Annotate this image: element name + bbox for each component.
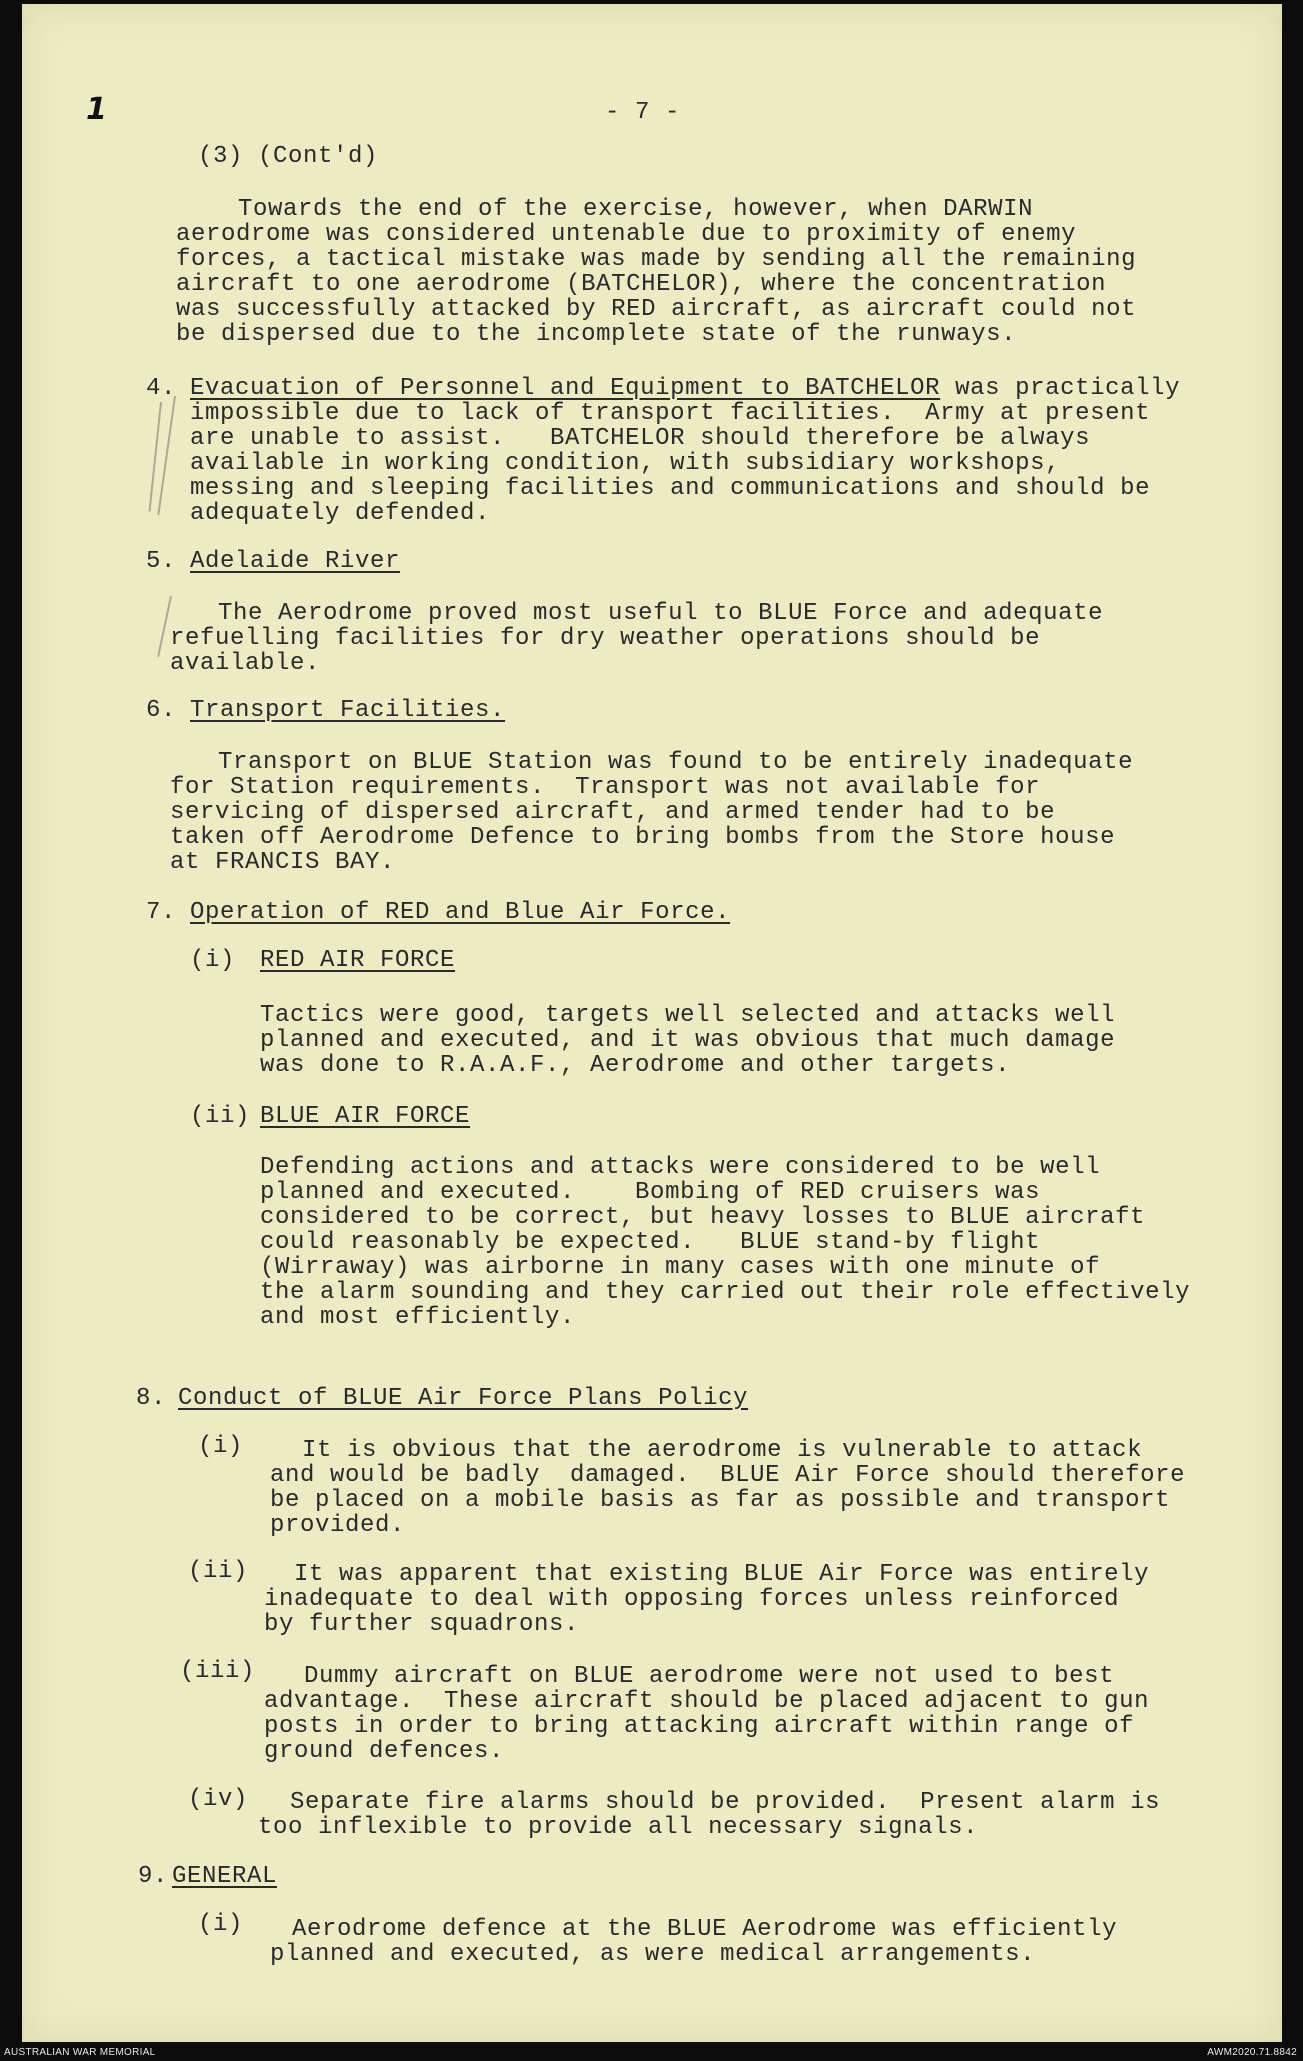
footer-accession-number: AWM2020.71.8842 (1207, 2047, 1297, 2058)
section-4-line: impossible due to lack of transport facilities. Army at present (190, 400, 1151, 427)
section-4-heading-tail: was practically (940, 375, 1181, 402)
section-3-line: forces, a tactical mistake was made by sending all the remaining (176, 246, 1137, 273)
section-8-item-line: too inflexible to provide all necessary signals. (258, 1814, 979, 1841)
section-9-heading: GENERAL (172, 1863, 278, 1890)
section-5-number: 5. (146, 548, 177, 575)
section-4-line: messing and sleeping facilities and communications and should be (190, 475, 1151, 502)
blue-air-force-line: planned and executed. Bombing of RED cruisers was (260, 1179, 1041, 1206)
section-3-heading: (3) (Cont'd) (198, 143, 379, 170)
section-8-item-label: (i) (198, 1433, 244, 1460)
section-5-line: refuelling facilities for dry weather operations should be (170, 625, 1041, 652)
section-4-line: are unable to assist. BATCHELOR should therefore be always (190, 425, 1091, 452)
section-6-line: for Station requirements. Transport was not available for (170, 774, 1041, 801)
section-8-number: 8. (136, 1385, 167, 1412)
section-5-heading: Adelaide River (190, 548, 401, 575)
section-8-heading: Conduct of BLUE Air Force Plans Policy (178, 1385, 749, 1412)
section-6-line: taken off Aerodrome Defence to bring bombs from the Store house (170, 824, 1116, 851)
section-4-heading (190, 376, 1180, 401)
section-8-item-line: It was apparent that existing BLUE Air Force was entirely (294, 1561, 1150, 1588)
section-8-item-line: inadequate to deal with opposing forces unless reinforced (264, 1586, 1120, 1613)
section-8-item-line: Dummy aircraft on BLUE aerodrome were not used to best (304, 1663, 1115, 1690)
section-4-line: available in working condition, with subsidiary workshops, (190, 450, 1061, 477)
section-8-item-label: (ii) (188, 1558, 249, 1585)
section-5-line: available. (170, 650, 321, 677)
section-8-item-line: advantage. These aircraft should be placed adjacent to gun (264, 1688, 1150, 1715)
section-6-line: servicing of dispersed aircraft, and armed tender had to be (170, 799, 1056, 826)
section-8-item-line: posts in order to bring attacking aircraft within range of (264, 1713, 1135, 1740)
section-4-line: adequately defended. (190, 500, 491, 527)
section-3-line: be dispersed due to the incomplete state of the runways. (176, 321, 1017, 348)
document-page (22, 4, 1282, 2042)
section-9-item-line: Aerodrome defence at the BLUE Aerodrome was efficiently (292, 1916, 1118, 1943)
section-5-line: The Aerodrome proved most useful to BLUE Force and adequate (218, 600, 1104, 627)
blue-air-force-heading: BLUE AIR FORCE (260, 1103, 471, 1130)
section-3-line: was successfully attacked by RED aircraft, as aircraft could not (176, 296, 1137, 323)
page-number: - 7 - (605, 99, 681, 126)
section-7-number: 7. (146, 899, 177, 926)
section-7-sub-ii-label: (ii) (190, 1103, 251, 1130)
red-air-force-line: Tactics were good, targets well selected and attacks well (260, 1002, 1116, 1029)
section-8-item-line: be placed on a mobile basis as far as possible and transport (270, 1487, 1171, 1514)
section-6-number: 6. (146, 697, 177, 724)
red-air-force-line: was done to R.A.A.F., Aerodrome and other targets. (260, 1052, 1011, 1079)
margin-annotation: 1 (86, 92, 107, 127)
section-8-item-line: by further squadrons. (264, 1611, 580, 1638)
section-9-item-label: (i) (198, 1911, 244, 1938)
section-9-number: 9. (138, 1863, 169, 1890)
section-8-item-line: ground defences. (264, 1738, 505, 1765)
section-4-number: 4. (146, 375, 177, 402)
section-8-item-label: (iv) (188, 1786, 249, 1813)
section-8-item-line: Separate fire alarms should be provided. Present alarm is (290, 1789, 1161, 1816)
red-air-force-line: planned and executed, and it was obvious that much damage (260, 1027, 1116, 1054)
section-9-item-line: planned and executed, as were medical arrangements. (270, 1941, 1036, 1968)
section-6-heading: Transport Facilities. (190, 697, 506, 724)
red-air-force-heading: RED AIR FORCE (260, 947, 456, 974)
blue-air-force-line: considered to be correct, but heavy losses to BLUE aircraft (260, 1204, 1146, 1231)
blue-air-force-line: Defending actions and attacks were considered to be well (260, 1154, 1101, 1181)
section-3-line: Towards the end of the exercise, however, when DARWIN (238, 196, 1034, 223)
section-6-line: Transport on BLUE Station was found to be entirely inadequate (218, 749, 1134, 776)
section-3-line: aerodrome was considered untenable due to proximity of enemy (176, 221, 1077, 248)
section-6-line: at FRANCIS BAY. (170, 849, 396, 876)
blue-air-force-line: the alarm sounding and they carried out their role effectively (260, 1279, 1191, 1306)
blue-air-force-line: (Wirraway) was airborne in many cases with one minute of (260, 1254, 1101, 1281)
section-8-item-line: It is obvious that the aerodrome is vulnerable to attack (302, 1437, 1143, 1464)
section-8-item-label: (iii) (180, 1658, 256, 1685)
footer-archive-name: AUSTRALIAN WAR MEMORIAL (4, 2047, 156, 2058)
section-7-heading: Operation of RED and Blue Air Force. (190, 899, 731, 926)
section-8-item-line: provided. (270, 1512, 406, 1539)
section-4-heading-underlined: Evacuation of Personnel and Equipment to BATCHELOR (190, 375, 941, 402)
blue-air-force-line: and most efficiently. (260, 1304, 576, 1331)
section-3-line: aircraft to one aerodrome (BATCHELOR), where the concentration (176, 271, 1107, 298)
section-7-sub-i-label: (i) (190, 947, 236, 974)
section-8-item-line: and would be badly damaged. BLUE Air Force should therefore (270, 1462, 1186, 1489)
blue-air-force-line: could reasonably be expected. BLUE stand-by flight (260, 1229, 1041, 1256)
